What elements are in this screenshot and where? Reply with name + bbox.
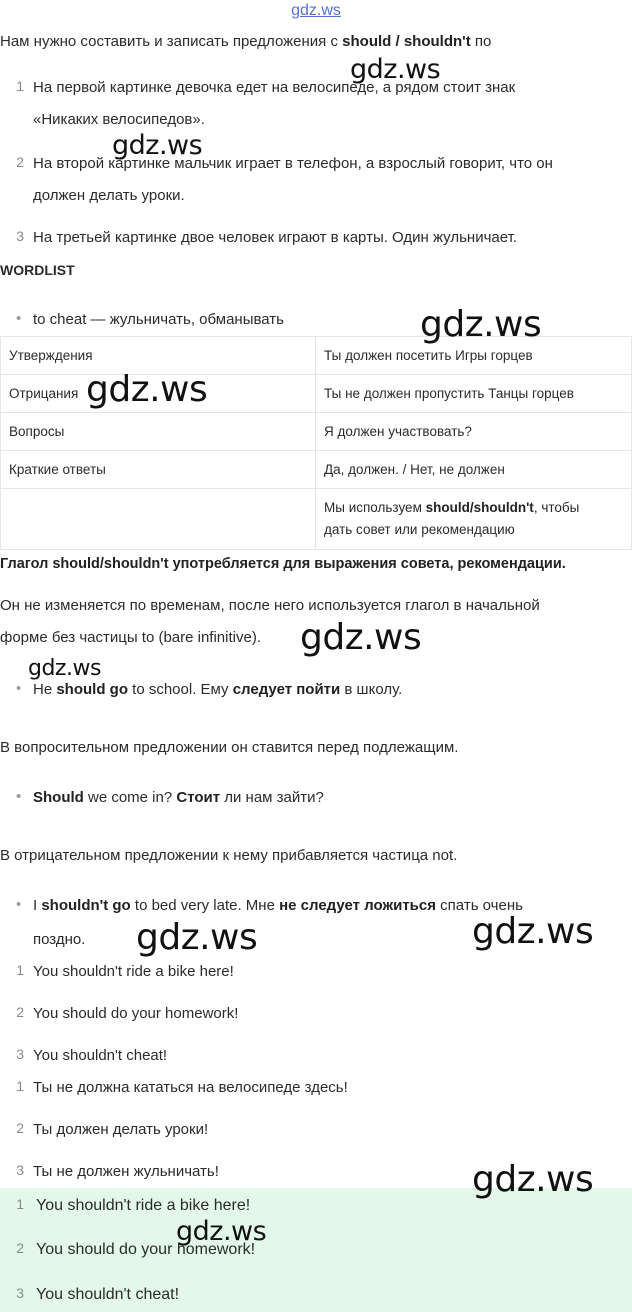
- rule-paragraph: В вопросительном предложении он ставится перед подлежащим.: [0, 739, 459, 756]
- list-item: 3 You shouldn't cheat!: [16, 1285, 180, 1303]
- table-cell: Да, должен. / Нет, не должен: [316, 451, 632, 489]
- list-item: 1 You shouldn't ride a bike here!: [16, 1196, 251, 1214]
- table-cell: Мы используем should/shouldn't, чтобы дать совет или рекомендацию: [316, 489, 632, 550]
- site-link[interactable]: gdz.ws: [291, 2, 341, 19]
- watermark: gdz.ws: [472, 911, 594, 952]
- table-cell: [1, 489, 316, 550]
- list-item: 1 You shouldn't ride a bike here!: [16, 962, 234, 980]
- bullet-icon: •: [16, 788, 22, 805]
- list-item: 1 На первой картинке девочка едет на велосипеде, а рядом стоит знак «Никаких велосипедов».: [16, 78, 516, 128]
- list-item: 1 Ты не должна кататься на велосипеде здесь!: [16, 1078, 348, 1096]
- bullet-icon: •: [16, 896, 22, 913]
- wordlist-title: WORDLIST: [0, 262, 75, 278]
- rule-paragraph: форме без частицы to (bare infinitive).: [0, 629, 261, 646]
- table-cell: Ты не должен пропустить Танцы горцев: [316, 375, 632, 413]
- list-item: 2 На второй картинке мальчик играет в телефон, а взрослый говорит, что он должен делать уроки.: [16, 154, 553, 204]
- example-item: • I shouldn't go to bed very late. Мне не следует ложиться спать очень поздно.: [16, 896, 523, 948]
- wordlist-item: • to cheat — жульничать, обманывать: [16, 310, 284, 328]
- bullet-icon: •: [16, 310, 22, 327]
- table-cell: Ты должен посетить Игры горцев: [316, 337, 632, 375]
- rule-headline: Глагол should/shouldn't употребляется для выражения совета, рекомендации.: [0, 556, 566, 572]
- rule-paragraph: В отрицательном предложении к нему прибавляется частица not.: [0, 847, 458, 864]
- watermark: gdz.ws: [472, 1159, 594, 1200]
- table-cell: Я должен участвовать?: [316, 413, 632, 451]
- list-item: 2 You should do your homework!: [16, 1004, 239, 1022]
- table-cell: Краткие ответы: [1, 451, 316, 489]
- table-row: [1, 451, 632, 489]
- list-item: 2 You should do your homework!: [16, 1240, 256, 1258]
- table-row: [1, 489, 632, 550]
- watermark: gdz.ws: [28, 656, 101, 681]
- list-item: 2 Ты должен делать уроки!: [16, 1120, 209, 1138]
- example-item: • Should we come in? Стоит ли нам зайти?: [16, 788, 324, 806]
- table-cell: Утверждения: [1, 337, 316, 375]
- watermark: gdz.ws: [112, 130, 203, 161]
- table-cell: Отрицания: [1, 375, 316, 413]
- rule-paragraph: Он не изменяется по временам, после него используется глагол в начальной: [0, 597, 540, 614]
- intro-text: Нам нужно составить и записать предложения с should / shouldn't по: [0, 33, 492, 50]
- bullet-icon: •: [16, 680, 22, 697]
- table-cell: Вопросы: [1, 413, 316, 451]
- watermark: gdz.ws: [86, 369, 208, 410]
- example-item: • He should go to school. Ему следует пойти в школу.: [16, 680, 403, 698]
- watermark: gdz.ws: [420, 304, 542, 345]
- list-item: 3 Ты не должен жульничать!: [16, 1162, 219, 1180]
- table-row: [1, 413, 632, 451]
- list-item: 3 You shouldn't cheat!: [16, 1046, 168, 1064]
- list-item: 3 На третьей картинке двое человек играют в карты. Один жульничает.: [16, 228, 517, 246]
- watermark: gdz.ws: [350, 54, 441, 85]
- watermark: gdz.ws: [176, 1216, 267, 1247]
- watermark: gdz.ws: [136, 917, 258, 958]
- watermark: gdz.ws: [300, 617, 422, 658]
